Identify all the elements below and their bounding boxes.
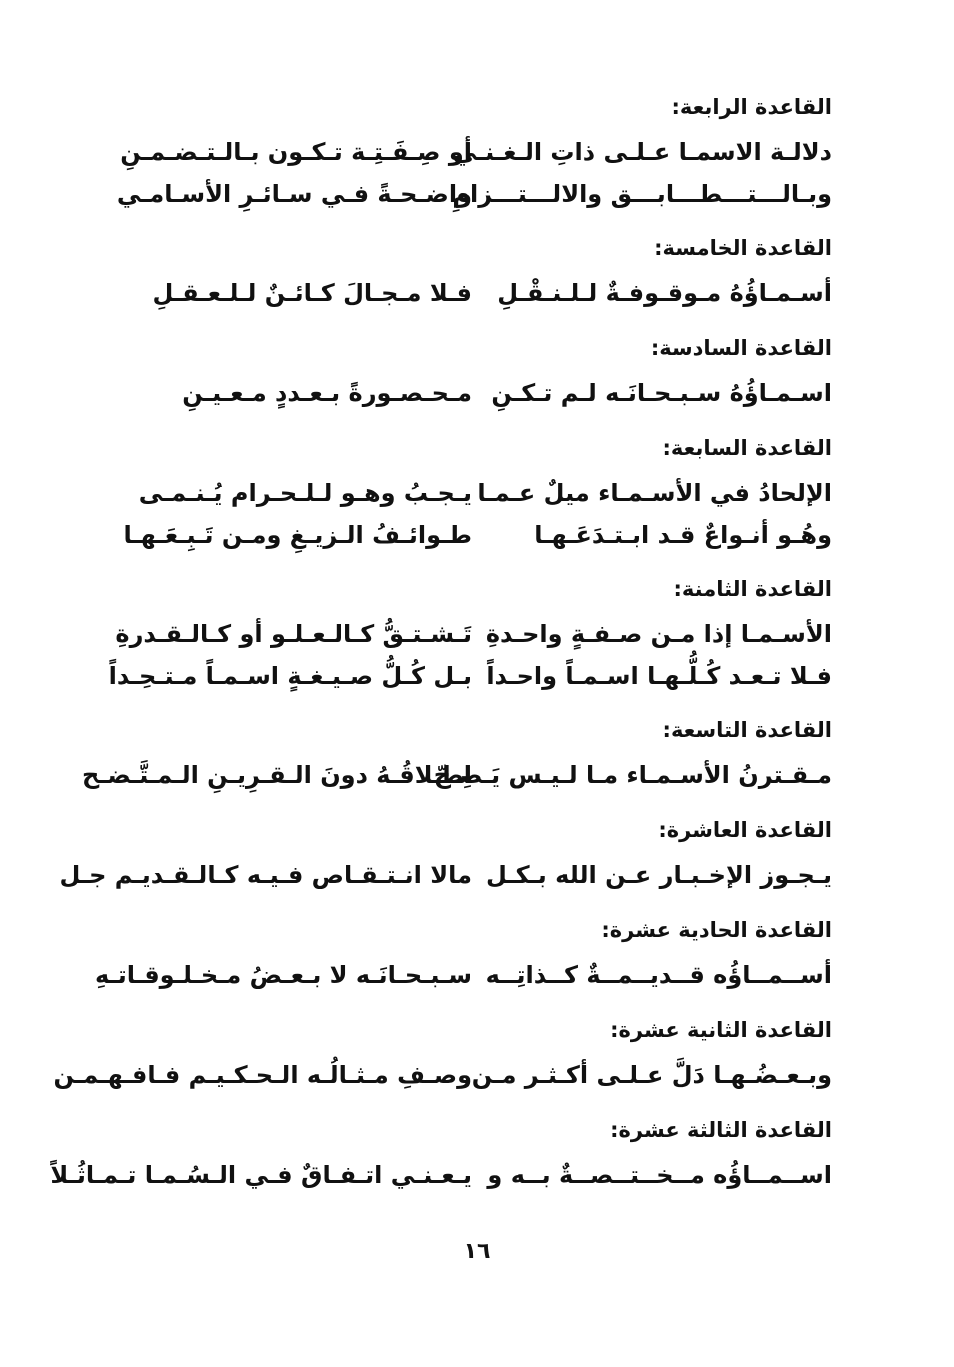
verse-second-hemistich: مـحـصـورةً بـعـددٍ مـعـيـنِ xyxy=(182,379,472,407)
rule-heading: القاعدة الثامنة: xyxy=(673,577,832,601)
verse-second-hemistich: يـجـبُ وهـو لـلـحـرام يُـنـمـى xyxy=(138,479,472,507)
verse-line xyxy=(112,174,832,215)
verse-second-hemistich: مالا انـتـقـاص فـيـه كـالـقـديـم جـل xyxy=(59,861,472,889)
rule-heading: القاعدة الخامسة: xyxy=(654,236,832,260)
rule-heading: القاعدة التاسعة: xyxy=(662,718,832,742)
verse-second-hemistich: اطـلاقُـهُ دونَ الـقـرِيـنِ الـمـتَّـضـح xyxy=(81,761,472,789)
verse-first-hemistich: وبـعـضُـهـا دَلَّ عـلـى أكـثـر مـن xyxy=(471,1061,832,1089)
verse-first-hemistich: أسـمـاؤُهُ مـوقـوفـةٌ لـلـنـقْـلِ xyxy=(497,279,832,307)
rule-heading: القاعدة السادسة: xyxy=(650,336,832,360)
verse-line xyxy=(94,953,832,997)
verse-first-hemistich: أســمــاؤُه قــديــمــةٌ كــذاتِــه xyxy=(485,961,832,989)
verse-line xyxy=(112,612,832,656)
poem-content xyxy=(50,92,832,1197)
verse-line xyxy=(108,656,832,697)
rule-heading: القاعدة الرابعة: xyxy=(671,95,832,119)
rule-heading: القاعدة الثالثة عشرة: xyxy=(610,1118,832,1142)
verse-first-hemistich: وهُـو أنـواعٌ قـد ابـتـدَعَـهـا xyxy=(534,521,832,549)
verse-first-hemistich: الأسـمـا إذا مـن صـفـةٍ واحـدةِ xyxy=(485,620,832,648)
verse-first-hemistich: فـلا تـعـد كُـلُّـهـا اسـمـاً واحـداً xyxy=(486,662,832,690)
verse-line xyxy=(59,853,832,897)
rule-heading: القاعدة الثانية عشرة: xyxy=(610,1018,832,1042)
verse-line xyxy=(112,515,832,556)
verse-second-hemistich: سـبـحـانَـه لا بـعـضُ مـخـلـوقـاتـهِ xyxy=(94,961,472,989)
verse-first-hemistich: وبـالـــتـــطـــابـــق والالـــتـــزامِ xyxy=(452,180,832,208)
verse-line xyxy=(112,130,832,174)
verse-second-hemistich: يـعـنـي اتـفـاقٌ فـي الـسُـمـا تـمـاثُـلاً xyxy=(50,1161,472,1189)
verse-second-hemistich: واضـحـةً فـي سـائـرِ الأسـامـي xyxy=(116,180,472,208)
verse-first-hemistich: اســمــاؤُه مــخــتــصــةٌ بــه و xyxy=(487,1161,832,1189)
verse-line xyxy=(112,371,832,415)
rule-heading: القاعدة العاشرة: xyxy=(658,818,832,842)
verse-second-hemistich: بـل كُـلُّ صـيـغـةٍ اسـمـاً مـتـحِـداً xyxy=(108,662,472,690)
verse-second-hemistich: وصـفِ مـثـالُـه الـحـكـيـم فـافـهـمـن xyxy=(53,1061,472,1089)
verse-second-hemistich: تَـشـتـقُّ كـالـعـلـو أو كـالـقـدرةِ xyxy=(115,620,472,648)
verse-first-hemistich: الإلحادُ في الأسـمـاء ميلٌ عـمـا xyxy=(477,479,832,507)
verse-first-hemistich: يـجـوز الإخـبـار عـن الله بـكـل xyxy=(485,861,832,889)
rule-heading: القاعدة الحادية عشرة: xyxy=(601,918,832,942)
page-number: ١٦ xyxy=(463,1239,491,1264)
verse-line xyxy=(50,1153,832,1197)
verse-first-hemistich: دلالـة الاسمـا عـلـى ذاتِ الـغـنـي xyxy=(452,138,832,166)
verse-second-hemistich: طـوائـفُ الـزيـغِ ومـن تَـبِـعَـهـا xyxy=(123,521,472,549)
verse-line xyxy=(53,1053,832,1097)
rule-heading: القاعدة السابعة: xyxy=(662,436,832,460)
verse-line xyxy=(112,271,832,315)
verse-line xyxy=(112,471,832,515)
verse-second-hemistich: فـلا مـجـالَ كـائـنٌ لـلـعـقـلِ xyxy=(152,279,472,307)
verse-line xyxy=(81,753,832,797)
verse-first-hemistich: اسـمـاؤُهُ سـبـحـانَـه لـم تـكـنِ xyxy=(491,379,832,407)
verse-second-hemistich: أو صِـفَـتِـة تـكـون بـالـتـضـمـنِ xyxy=(120,138,472,166)
verse-first-hemistich: مـقـترنُ الأسـمـاء مـا لـيـس يَـصِـحّ xyxy=(433,761,832,789)
